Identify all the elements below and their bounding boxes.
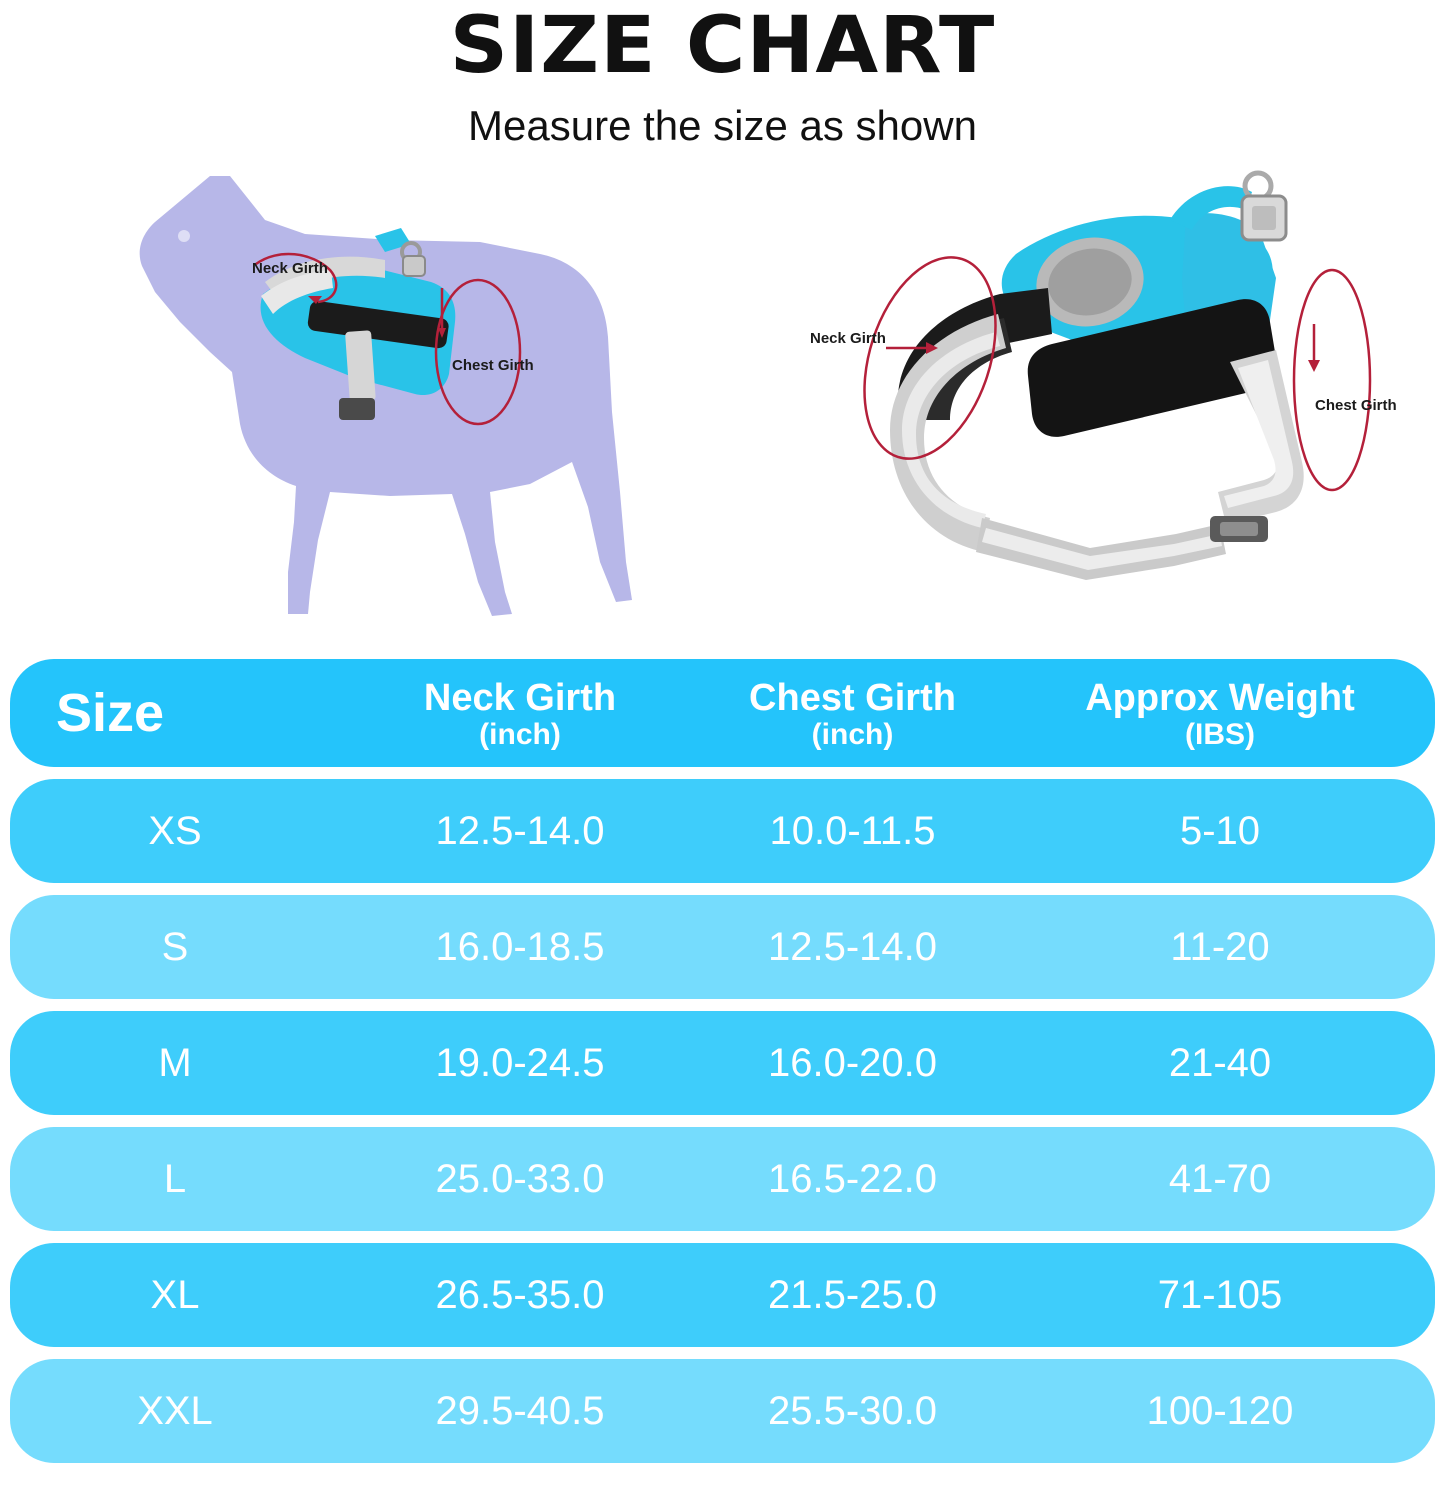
header-chest-girth-label: Chest Girth (749, 676, 956, 719)
table-row (10, 1011, 1435, 1115)
cell-neck: 29.5-40.5 (435, 1388, 605, 1433)
cell-size: XXL (137, 1388, 213, 1433)
header-size: Size (56, 682, 165, 743)
cell-chest: 21.5-25.0 (767, 1272, 938, 1317)
table-row (10, 1127, 1435, 1231)
page-title: SIZE CHART (449, 1, 996, 91)
cell-neck: 25.0-33.0 (435, 1156, 605, 1201)
cell-chest: 10.0-11.5 (769, 808, 936, 853)
cell-neck: 16.0-18.5 (435, 924, 605, 969)
cell-neck: 19.0-24.5 (435, 1040, 605, 1085)
cell-chest: 16.5-22.0 (767, 1156, 938, 1201)
cell-size: S (161, 924, 189, 969)
cell-weight: 100-120 (1146, 1388, 1294, 1433)
cell-size: M (158, 1040, 192, 1085)
right-neck-girth-label: Neck Girth (810, 330, 886, 347)
measure-guides-left (60, 162, 660, 642)
left-neck-girth-label: Neck Girth (252, 260, 328, 277)
table-row (10, 895, 1435, 999)
table-header-row (10, 659, 1435, 767)
cell-neck: 12.5-14.0 (435, 808, 605, 853)
table-row (10, 1243, 1435, 1347)
cell-weight: 71-105 (1157, 1272, 1283, 1317)
cell-size: L (163, 1156, 187, 1201)
cell-chest: 12.5-14.0 (767, 924, 938, 969)
header-approx-weight-label: Approx Weight (1085, 676, 1355, 719)
header-neck-girth-unit: (inch) (479, 717, 561, 751)
cell-neck: 26.5-35.0 (435, 1272, 605, 1317)
illustration-area (0, 162, 1445, 642)
header-approx-weight-unit: (IBS) (1185, 717, 1255, 751)
dog-silhouette-illustration (60, 162, 660, 642)
cell-chest: 25.5-30.0 (767, 1388, 938, 1433)
cell-weight: 41-70 (1168, 1156, 1272, 1201)
cell-weight: 21-40 (1168, 1040, 1272, 1085)
header-approx-weight (1005, 676, 1435, 750)
cell-chest: 16.0-20.0 (767, 1040, 938, 1085)
cell-size: XS (148, 808, 202, 853)
table-row (10, 779, 1435, 883)
size-chart-page (0, 1, 1445, 1433)
size-table (10, 659, 1435, 1475)
header-chest-girth-unit: (inch) (811, 717, 894, 751)
header-chest-girth (700, 676, 1005, 750)
header-neck-girth-label: Neck Girth (423, 676, 617, 719)
cell-weight: 11-20 (1170, 924, 1270, 969)
table-row (10, 1359, 1435, 1463)
harness-product-illustration (790, 162, 1410, 642)
left-chest-girth-label: Chest Girth (452, 357, 534, 374)
cell-size: XL (150, 1272, 200, 1317)
header-neck-girth (340, 676, 700, 750)
right-chest-girth-label: Chest Girth (1315, 397, 1397, 414)
page-subtitle: Measure the size as shown (468, 102, 977, 149)
cell-weight: 5-10 (1179, 808, 1261, 853)
